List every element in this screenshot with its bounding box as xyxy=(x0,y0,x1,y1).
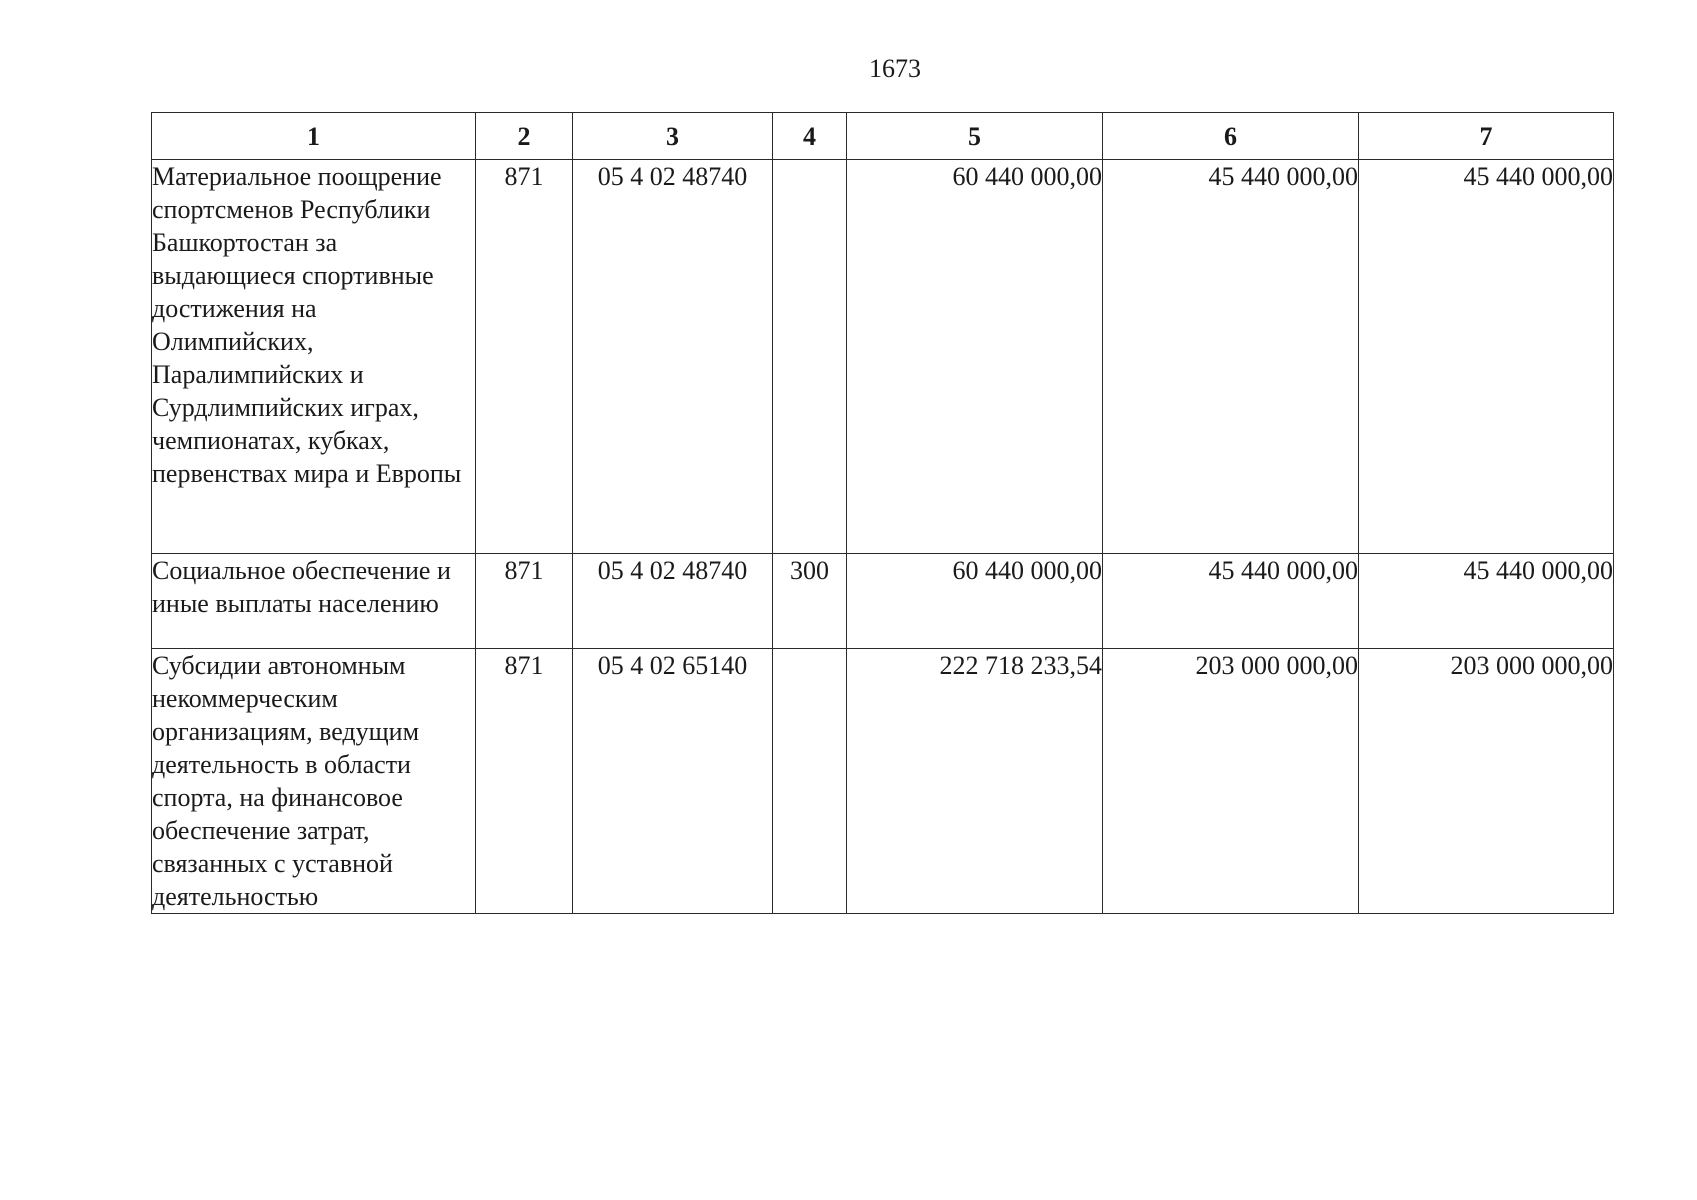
row-expense-type xyxy=(773,160,847,554)
row-amount-col7: 45 440 000,00 xyxy=(1359,554,1614,649)
row-amount-col6: 45 440 000,00 xyxy=(1103,160,1359,554)
table-header-row xyxy=(152,113,1614,160)
row-amount-col5: 60 440 000,00 xyxy=(847,160,1103,554)
row-target-article: 05 4 02 48740 xyxy=(573,554,773,649)
row-admin-code: 871 xyxy=(476,649,573,914)
row-amount-col5: 60 440 000,00 xyxy=(847,554,1103,649)
row-amount-col5: 222 718 233,54 xyxy=(847,649,1103,914)
header-col-2: 2 xyxy=(476,113,573,160)
budget-table xyxy=(151,112,1614,914)
page-number: 1673 xyxy=(869,54,921,83)
row-expense-type xyxy=(773,649,847,914)
row-expense-type: 300 xyxy=(773,554,847,649)
row-description: Социальное обеспечение и иные выплаты населению xyxy=(152,554,476,649)
row-amount-col7: 45 440 000,00 xyxy=(1359,160,1614,554)
header-col-5: 5 xyxy=(847,113,1103,160)
row-admin-code: 871 xyxy=(476,160,573,554)
table-row xyxy=(152,649,1614,914)
row-amount-col6: 45 440 000,00 xyxy=(1103,554,1359,649)
table-row xyxy=(152,160,1614,554)
header-col-3: 3 xyxy=(573,113,773,160)
row-amount-col6: 203 000 000,00 xyxy=(1103,649,1359,914)
row-target-article: 05 4 02 65140 xyxy=(573,649,773,914)
row-admin-code: 871 xyxy=(476,554,573,649)
row-target-article: 05 4 02 48740 xyxy=(573,160,773,554)
header-col-6: 6 xyxy=(1103,113,1359,160)
header-col-1: 1 xyxy=(152,113,476,160)
row-amount-col7: 203 000 000,00 xyxy=(1359,649,1614,914)
header-col-4: 4 xyxy=(773,113,847,160)
header-col-7: 7 xyxy=(1359,113,1614,160)
table-row xyxy=(152,554,1614,649)
row-description: Субсидии автономным некоммерческим организациям, ведущим деятельность в области спорта, на финансовое обеспечение затрат, связанных с уставной деятельностью xyxy=(152,649,476,914)
row-description: Материальное поощрение спортсменов Республики Башкортостан за выдающиеся спортивные достижения на Олимпийских, Паралимпийских и Сурдлимпийских играх, чемпионатах, кубках, первенствах мира и Европы xyxy=(152,160,476,554)
